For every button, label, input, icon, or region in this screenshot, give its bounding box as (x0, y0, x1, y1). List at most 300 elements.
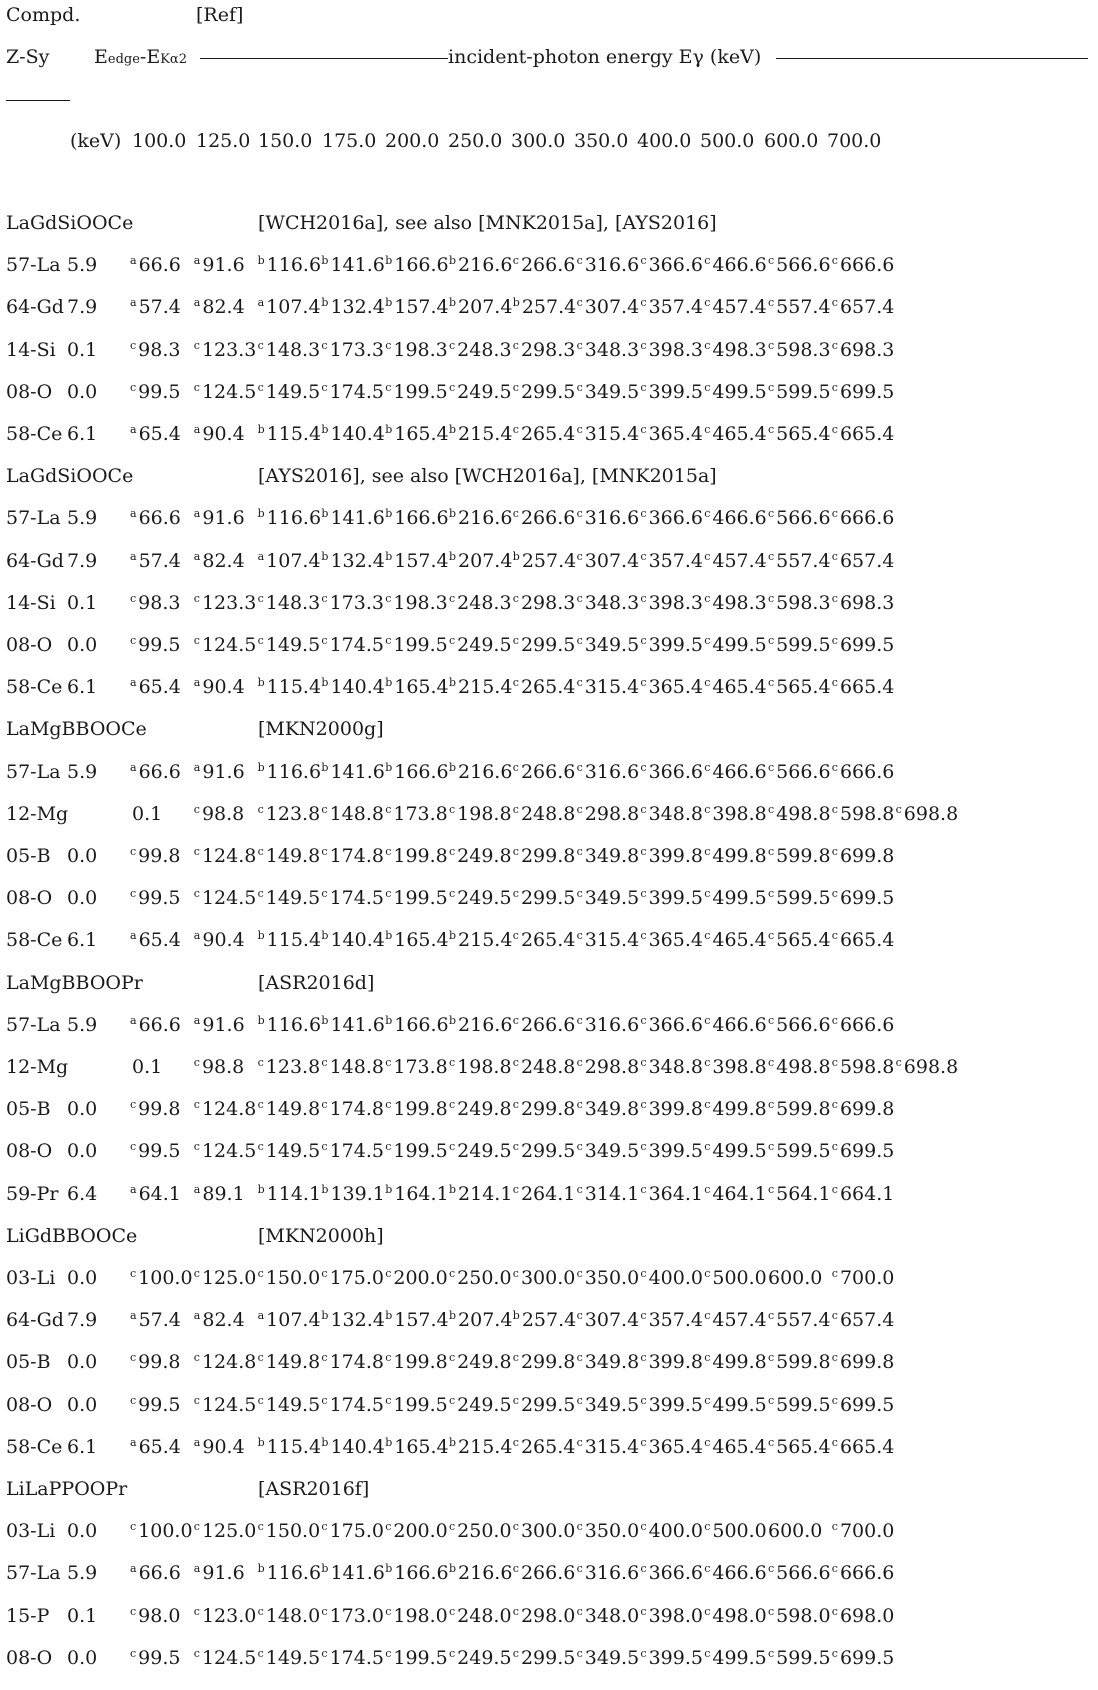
energy-value: 366.6 (648, 1562, 703, 1585)
footnote-marker: c (512, 1520, 519, 1534)
energy-value-cell (449, 509, 512, 528)
edge-energy: 0.1 (67, 591, 98, 614)
energy-value-cell (704, 1182, 767, 1205)
element-symbol: 12-Mg (6, 1056, 69, 1078)
energy-value-cell (640, 1604, 703, 1627)
energy-value-cell (385, 256, 448, 275)
footnote-marker: c (449, 1604, 456, 1618)
footnote-marker: c (193, 1393, 200, 1407)
element-symbol: 08-O (6, 1140, 53, 1163)
energy-value-cell (896, 1058, 959, 1077)
energy-value-cell (193, 1393, 257, 1416)
footnote-marker: a (193, 1435, 201, 1449)
energy-value: 699.5 (839, 380, 895, 403)
energy-value: 299.5 (520, 1646, 576, 1669)
energy-value: 66.6 (138, 1013, 181, 1036)
energy-value-cell (576, 338, 640, 361)
energy-value: 215.4 (458, 1435, 513, 1458)
energy-value-cell (385, 380, 448, 403)
edge-energy: 0.0 (67, 1267, 98, 1289)
energy-value: 215.4 (458, 929, 513, 952)
footnote-marker: c (704, 676, 711, 690)
energy-value: 174.8 (329, 845, 384, 867)
footnote-marker: b (321, 1562, 329, 1576)
energy-value: 357.4 (648, 296, 703, 319)
energy-value: 150.0 (265, 1267, 321, 1289)
compound-name: LaMgBBOOCe (6, 718, 147, 741)
footnote-marker: c (831, 1056, 838, 1069)
energy-value: 499.5 (712, 1646, 767, 1669)
footnote-marker: c (640, 1098, 647, 1112)
energy-value: 566.6 (776, 760, 831, 783)
footnote-marker: c (257, 802, 264, 816)
energy-value: 599.5 (776, 634, 831, 656)
energy-value: 140.4 (330, 929, 385, 952)
footnote-marker: c (512, 1646, 519, 1660)
energy-value-cell (385, 847, 448, 866)
energy-value-cell (768, 1100, 831, 1119)
footnote-marker: c (768, 296, 775, 310)
energy-value: 466.6 (712, 254, 767, 277)
energy-value-cell (321, 1564, 384, 1583)
energy-value: 316.6 (584, 1013, 640, 1036)
footnote-marker: c (130, 1393, 137, 1407)
energy-value: 90.4 (202, 423, 245, 445)
energy-value-cell (449, 1353, 512, 1372)
energy-value-cell (257, 591, 321, 614)
footnote-marker: c (831, 338, 838, 352)
footnote-marker: c (640, 1267, 647, 1280)
footnote-marker: b (257, 423, 265, 436)
energy-value-cell (130, 1353, 180, 1372)
energy-value: 265.4 (520, 929, 576, 952)
footnote-marker: c (385, 380, 392, 394)
footnote-marker: c (512, 1351, 519, 1365)
energy-value: 66.6 (138, 1562, 181, 1585)
footnote-marker: c (512, 676, 519, 690)
footnote-marker: c (321, 338, 328, 352)
footnote-marker: c (512, 1435, 519, 1449)
footnote-marker: b (257, 929, 265, 943)
energy-value-cell (321, 760, 385, 783)
energy-value: 364.1 (648, 1182, 703, 1205)
footnote-marker: c (640, 1351, 647, 1365)
energy-value: 66.6 (138, 507, 181, 530)
energy-value-cell (704, 425, 767, 444)
energy-value: 249.5 (457, 1646, 512, 1669)
energy-value-cell (512, 1393, 576, 1416)
footnote-marker: c (831, 929, 838, 943)
footnote-marker: b (321, 1013, 329, 1027)
energy-value: 174.5 (329, 887, 384, 910)
energy-value-cell (832, 425, 895, 444)
footnote-marker: c (640, 1646, 647, 1660)
footnote-marker: b (385, 254, 393, 268)
footnote-marker: c (257, 338, 264, 352)
energy-value-cell (768, 1058, 831, 1077)
footnote-marker: c (831, 760, 838, 774)
footnote-marker: c (449, 1393, 456, 1407)
footnote-marker: c (831, 507, 838, 521)
footnote-marker: c (704, 1562, 711, 1576)
energy-value-cell (194, 678, 245, 697)
footnote-marker: c (512, 929, 519, 943)
footnote-marker: c (321, 1520, 328, 1534)
energy-value-cell (321, 1013, 385, 1036)
energy-value-cell (704, 1393, 767, 1416)
energy-value: 198.3 (393, 591, 448, 614)
footnote-marker: c (768, 338, 775, 352)
energy-value-cell (385, 338, 448, 361)
edge-energy: 0.0 (67, 1351, 98, 1374)
edge-energy: 0.1 (132, 1056, 163, 1078)
energy-value-cell (640, 380, 703, 403)
energy-value-cell (194, 1142, 257, 1161)
energy-value: 298.3 (520, 591, 576, 614)
footnote-marker: c (193, 380, 200, 394)
energy-value-cell (512, 802, 576, 825)
energy-value: 598.8 (839, 802, 895, 825)
energy-value: 566.6 (776, 1562, 831, 1585)
footnote-marker: a (130, 423, 137, 436)
footnote-marker: b (385, 1309, 393, 1323)
energy-value-cell (385, 1311, 448, 1330)
energy-value: 91.6 (202, 760, 245, 783)
footnote-marker: b (385, 423, 393, 436)
energy-value: 91.6 (202, 507, 245, 530)
energy-value-cell (257, 1604, 321, 1627)
edge-energy: 0.0 (67, 1098, 98, 1121)
energy-value-cell (513, 847, 576, 866)
footnote-marker: b (449, 760, 457, 774)
energy-value: 399.5 (648, 634, 703, 656)
energy-value-cell (768, 678, 831, 697)
footnote-marker: c (576, 380, 583, 394)
footnote-marker: c (640, 1140, 647, 1154)
footnote-marker: c (768, 760, 775, 774)
footnote-marker: c (576, 296, 583, 310)
energy-value: 499.5 (712, 1393, 767, 1416)
energy-value: 116.6 (266, 1562, 322, 1585)
energy-value: 215.4 (458, 423, 513, 445)
footnote-marker: c (257, 1393, 264, 1407)
energy-value-cell (576, 1013, 640, 1036)
energy-value: 349.5 (584, 634, 640, 656)
footnote-marker: c (321, 1351, 328, 1365)
energy-value-cell (512, 1435, 576, 1458)
footnote-marker: c (704, 1435, 711, 1449)
energy-value-cell (832, 1353, 895, 1372)
footnote-marker: c (640, 296, 647, 310)
energy-value: 98.8 (201, 1056, 245, 1078)
element-symbol: 05-B (6, 1098, 51, 1121)
energy-value: 600.0 (768, 1520, 823, 1543)
energy-value: 499.5 (712, 380, 767, 403)
energy-value: 366.6 (648, 1013, 703, 1036)
energy-value-cell (449, 678, 512, 697)
energy-value-cell (385, 1269, 448, 1288)
element-symbol: 08-O (6, 887, 53, 910)
energy-value-cell (768, 338, 831, 361)
energy-value-cell (449, 380, 512, 403)
footnote-marker: c (640, 845, 647, 858)
energy-value-cell (385, 1353, 448, 1372)
footnote-marker: c (257, 1056, 264, 1069)
header-edge-label: Eedge-EKα2 (94, 46, 187, 68)
energy-value-cell (513, 1311, 576, 1330)
footnote-marker: b (321, 676, 329, 690)
energy-value-cell (194, 1353, 257, 1372)
energy-value: 365.4 (648, 676, 703, 699)
energy-value: 500.0 (712, 1520, 767, 1543)
energy-value: 500.0 (712, 1267, 767, 1289)
energy-value: 115.4 (266, 1435, 322, 1458)
energy-value-cell (257, 1393, 321, 1416)
element-symbol: 08-O (6, 380, 53, 403)
footnote-marker: b (385, 549, 393, 563)
energy-value-cell (321, 931, 384, 950)
footnote-marker: c (193, 1646, 200, 1660)
edge-energy: 7.9 (67, 296, 98, 319)
energy-value: 107.4 (266, 549, 321, 572)
footnote-marker: b (385, 1562, 393, 1576)
energy-value: 348.3 (584, 338, 640, 361)
footnote-marker: c (640, 802, 647, 816)
footnote-marker: c (640, 1182, 647, 1196)
edge-energy: 7.9 (67, 1309, 98, 1332)
element-symbol: 57-La (6, 1562, 61, 1585)
energy-value: 166.6 (394, 1013, 449, 1036)
energy-value: 216.6 (458, 760, 513, 783)
energy-value-cell (130, 591, 181, 614)
footnote-marker: c (831, 1013, 838, 1027)
energy-value-cell (832, 1522, 895, 1541)
footnote-marker: b (321, 507, 329, 521)
footnote-marker: c (704, 1013, 711, 1027)
energy-value: 166.6 (394, 507, 449, 530)
edge-energy: 0.1 (132, 802, 163, 825)
energy-value: 399.8 (648, 845, 703, 867)
energy-value-cell (385, 1013, 449, 1036)
energy-value-cell (449, 425, 512, 444)
energy-value: 599.5 (776, 1393, 831, 1416)
energy-value-cell (130, 847, 180, 866)
element-symbol: 58-Ce (6, 1435, 63, 1458)
footnote-marker: a (130, 1013, 137, 1027)
footnote-marker: a (193, 296, 201, 310)
energy-value-cell (768, 1269, 822, 1288)
footnote-marker: c (704, 1646, 711, 1660)
header-compd: Compd. (6, 4, 81, 26)
energy-value: 115.4 (266, 676, 322, 699)
footnote-marker: a (130, 1182, 137, 1196)
energy-value: 248.3 (457, 591, 512, 614)
energy-value: 357.4 (648, 549, 703, 572)
energy-value: 173.3 (329, 338, 384, 361)
energy-value-cell (895, 802, 959, 825)
energy-value-cell (768, 1142, 831, 1161)
energy-value-cell (577, 1564, 640, 1583)
footnote-marker: c (704, 1393, 711, 1407)
energy-value-cell (512, 549, 577, 572)
energy-value: 699.5 (839, 1140, 895, 1163)
energy-value: 498.8 (776, 802, 831, 825)
element-symbol: 15-P (6, 1604, 50, 1627)
energy-col-header: 300.0 (511, 130, 566, 152)
footnote-marker: b (449, 1562, 457, 1576)
edge-energy: 5.9 (67, 1013, 98, 1036)
footnote-marker: c (640, 1393, 647, 1407)
footnote-marker: b (321, 254, 329, 268)
energy-value-cell (130, 1269, 193, 1288)
footnote-marker: c (831, 1562, 838, 1576)
footnote-marker: c (640, 1435, 647, 1449)
energy-value: 498.3 (712, 591, 767, 614)
energy-value: 140.4 (330, 423, 385, 445)
energy-value-cell (831, 1013, 895, 1036)
energy-value-cell (513, 1058, 576, 1077)
energy-value: 257.4 (521, 549, 577, 572)
footnote-marker: c (321, 802, 328, 816)
footnote-marker: c (640, 1520, 647, 1534)
footnote-marker: c (768, 1098, 775, 1112)
energy-value-cell (130, 1100, 180, 1119)
energy-value: 65.4 (138, 423, 181, 445)
energy-value-cell (130, 380, 181, 403)
energy-value: 257.4 (521, 296, 577, 319)
energy-value: 90.4 (202, 929, 245, 952)
footnote-marker: c (130, 887, 137, 901)
footnote-marker: c (704, 845, 711, 858)
footnote-marker: c (576, 423, 583, 436)
footnote-marker: c (640, 1604, 647, 1618)
energy-value: 348.8 (648, 802, 703, 825)
energy-value: 124.5 (201, 1140, 257, 1163)
energy-value: 565.4 (776, 1435, 831, 1458)
footnote-marker: a (130, 676, 137, 690)
energy-value-cell (577, 1100, 640, 1119)
energy-value-cell (193, 1604, 257, 1627)
footnote-marker: c (130, 1646, 137, 1660)
energy-value: 566.6 (776, 1013, 831, 1036)
energy-value-cell (640, 338, 703, 361)
energy-value: 148.8 (329, 802, 384, 825)
footnote-marker: c (449, 1646, 456, 1660)
footnote-marker: c (512, 1140, 519, 1154)
energy-value-cell (832, 256, 895, 275)
footnote-marker: c (321, 845, 328, 858)
energy-value-cell (449, 338, 512, 361)
energy-value-cell (512, 591, 576, 614)
energy-value-cell (449, 1142, 512, 1161)
energy-value: 174.5 (329, 1140, 384, 1163)
footnote-marker: c (385, 802, 392, 816)
energy-value: 216.6 (458, 254, 513, 277)
energy-value-cell (832, 889, 895, 908)
energy-value: 150.0 (265, 1520, 321, 1543)
energy-value: 165.4 (394, 676, 449, 699)
energy-value-cell (577, 678, 640, 697)
energy-value-cell (577, 1058, 640, 1077)
energy-value: 198.8 (457, 1056, 512, 1078)
energy-value-cell (768, 1564, 831, 1583)
energy-value-cell (831, 760, 895, 783)
energy-value-cell (258, 1142, 321, 1161)
energy-value-cell (704, 889, 767, 908)
footnote-marker: c (768, 929, 775, 943)
energy-value: 400.0 (648, 1520, 703, 1543)
energy-value: 198.0 (393, 1604, 448, 1627)
energy-value-cell (193, 338, 257, 361)
energy-value: 149.8 (265, 1351, 321, 1374)
footnote-marker: c (193, 802, 200, 816)
footnote-marker: c (704, 1351, 711, 1365)
energy-value: 165.4 (394, 423, 449, 445)
footnote-marker: c (831, 845, 838, 858)
energy-value: 657.4 (839, 1309, 895, 1332)
energy-value: 266.6 (520, 507, 576, 530)
energy-value: 249.8 (457, 845, 512, 867)
footnote-marker: c (257, 634, 264, 647)
footnote-marker: c (768, 423, 775, 436)
footnote-marker: b (321, 1435, 329, 1449)
energy-value: 157.4 (394, 1309, 449, 1332)
energy-value: 299.5 (520, 1140, 576, 1163)
footnote-marker: c (704, 1098, 711, 1112)
footnote-marker: c (704, 296, 711, 310)
energy-value: 173.3 (329, 591, 384, 614)
energy-value-cell (832, 1311, 895, 1330)
energy-value-cell (831, 380, 895, 403)
energy-value-cell (513, 1100, 576, 1119)
energy-value-cell (513, 1142, 576, 1161)
energy-value: 349.8 (584, 845, 640, 867)
energy-value-cell (194, 256, 245, 275)
footnote-marker: c (831, 254, 838, 268)
energy-value: 599.8 (776, 1098, 831, 1121)
footnote-marker: c (257, 1351, 264, 1365)
energy-value-cell (257, 1013, 322, 1036)
energy-value: 149.5 (265, 887, 321, 910)
energy-value-cell (640, 425, 703, 444)
element-symbol: 58-Ce (6, 676, 63, 699)
header-zsy: Z-Sy (6, 46, 50, 68)
energy-value: 100.0 (138, 1267, 193, 1289)
footnote-marker: c (640, 380, 647, 394)
energy-value: 499.5 (712, 634, 767, 656)
energy-value: 298.0 (520, 1604, 576, 1627)
energy-value: 698.0 (839, 1604, 895, 1627)
energy-value-cell (130, 256, 181, 275)
energy-value-cell (704, 256, 767, 275)
footnote-marker: c (895, 802, 902, 816)
energy-value-cell (130, 1311, 181, 1330)
energy-value-cell (768, 549, 831, 572)
energy-value-cell (385, 760, 449, 783)
footnote-marker: c (385, 591, 392, 605)
energy-value-cell (449, 1604, 512, 1627)
footnote-marker: c (512, 1013, 519, 1027)
footnote-marker: c (321, 1056, 328, 1069)
energy-value: 165.4 (394, 1435, 449, 1458)
energy-value-cell (257, 1435, 322, 1458)
footnote-marker: c (831, 802, 838, 816)
energy-value-cell (258, 1058, 321, 1077)
energy-value: 299.8 (520, 845, 576, 867)
energy-value: 300.0 (520, 1520, 576, 1543)
footnote-marker: c (512, 507, 519, 521)
footnote-marker: c (704, 760, 711, 774)
